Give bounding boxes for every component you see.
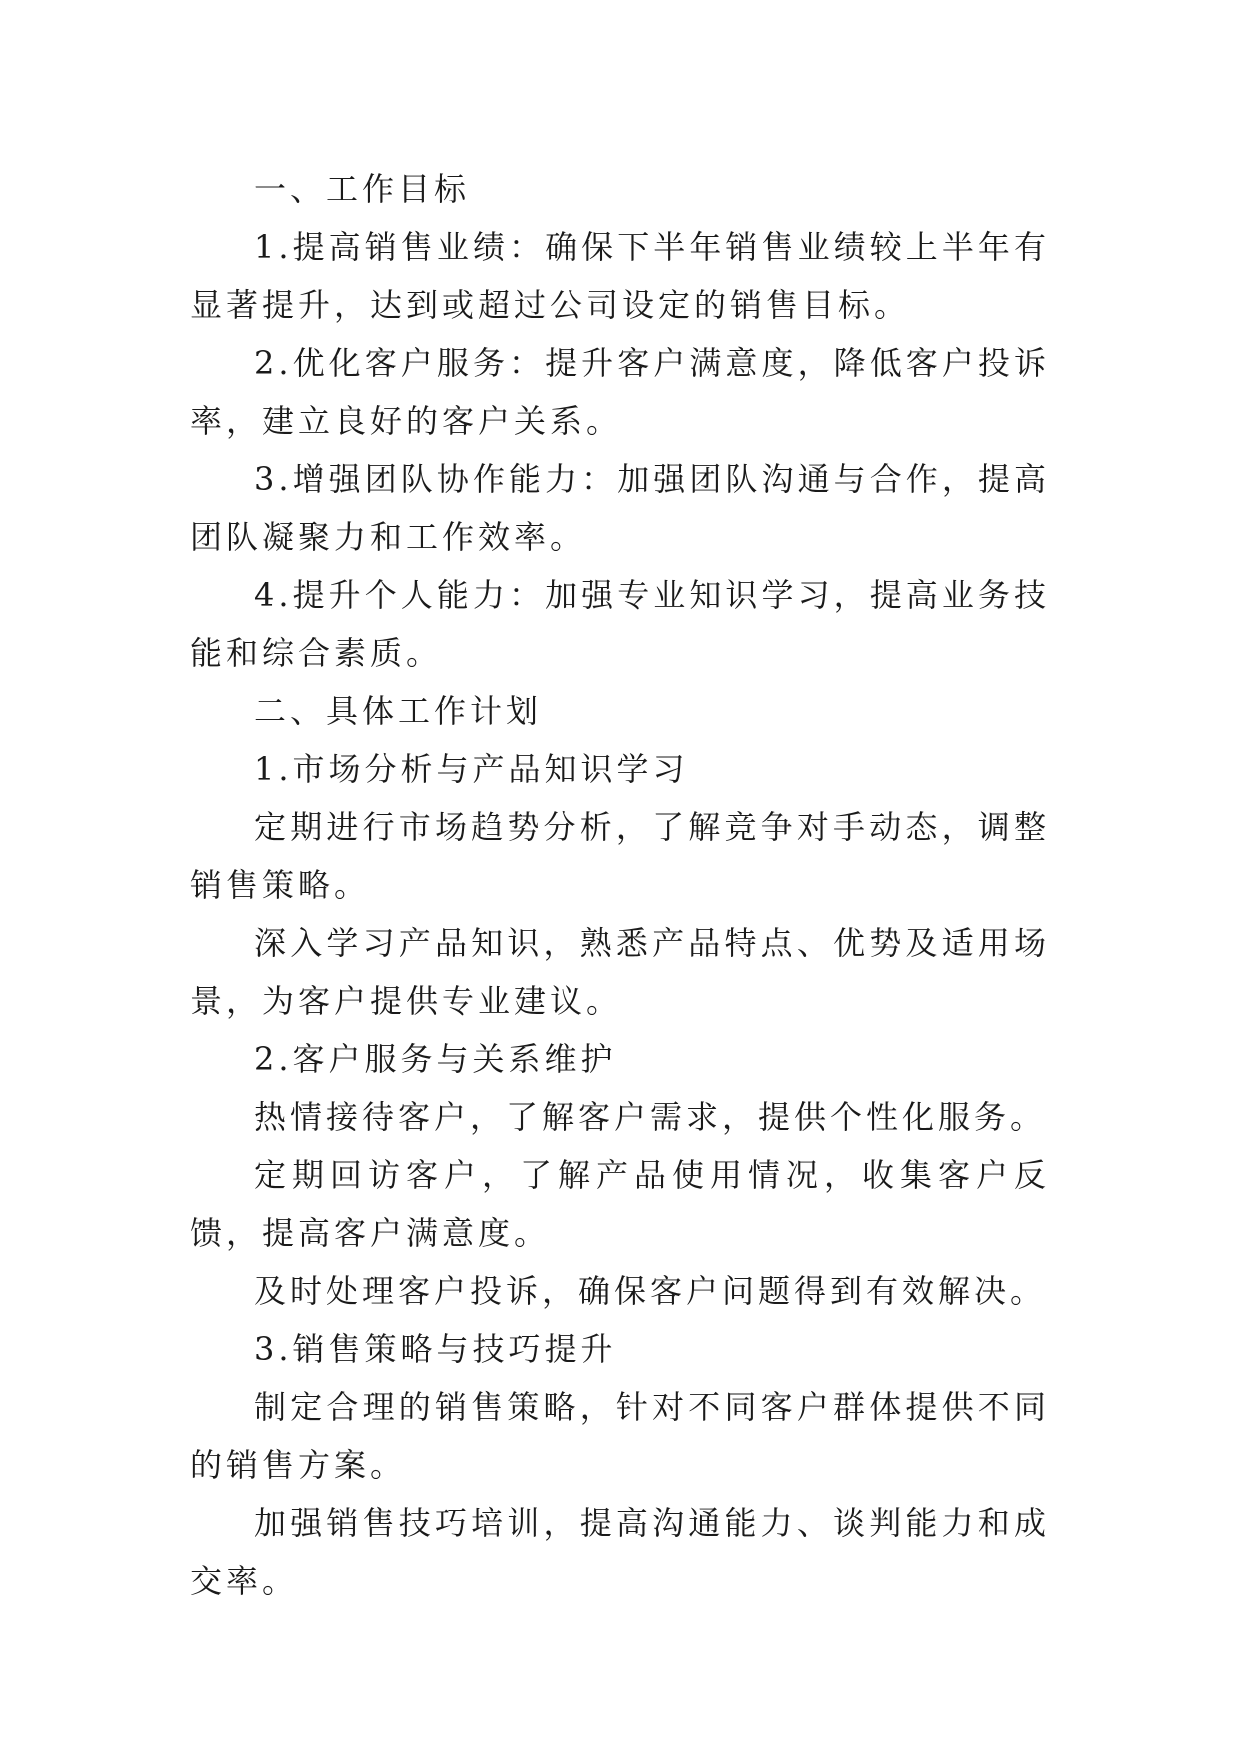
paragraph: 制定合理的销售策略，针对不同客户群体提供不同的销售方案。: [190, 1388, 1050, 1484]
paragraph: 及时处理客户投诉，确保客户问题得到有效解决。: [254, 1272, 1047, 1310]
section-heading: 一、工作目标: [254, 170, 471, 208]
paragraph: 定期进行市场趋势分析，了解竞争对手动态，调整销售策略。: [190, 808, 1050, 904]
subheading: 3.销售策略与技巧提升: [254, 1330, 617, 1368]
subheading: 2.客户服务与关系维护: [254, 1040, 617, 1078]
paragraph: 2.优化客户服务：提升客户满意度，降低客户投诉率，建立良好的客户关系。: [190, 344, 1050, 440]
paragraph: 深入学习产品知识，熟悉产品特点、优势及适用场景，为客户提供专业建议。: [190, 924, 1050, 1020]
section-heading: 二、具体工作计划: [254, 692, 543, 730]
paragraph: 定期回访客户，了解产品使用情况，收集客户反馈，提高客户满意度。: [190, 1156, 1050, 1252]
paragraph: 热情接待客户，了解客户需求，提供个性化服务。: [254, 1098, 1047, 1136]
paragraph: 3.增强团队协作能力：加强团队沟通与合作，提高团队凝聚力和工作效率。: [190, 460, 1050, 556]
paragraph: 1.提高销售业绩：确保下半年销售业绩较上半年有显著提升，达到或超过公司设定的销售目标。: [190, 228, 1050, 324]
document-body: [190, 160, 1050, 1610]
paragraph: 4.提升个人能力：加强专业知识学习，提高业务技能和综合素质。: [190, 576, 1050, 672]
subheading: 1.市场分析与产品知识学习: [254, 750, 689, 788]
paragraph: 加强销售技巧培训，提高沟通能力、谈判能力和成交率。: [190, 1504, 1050, 1600]
